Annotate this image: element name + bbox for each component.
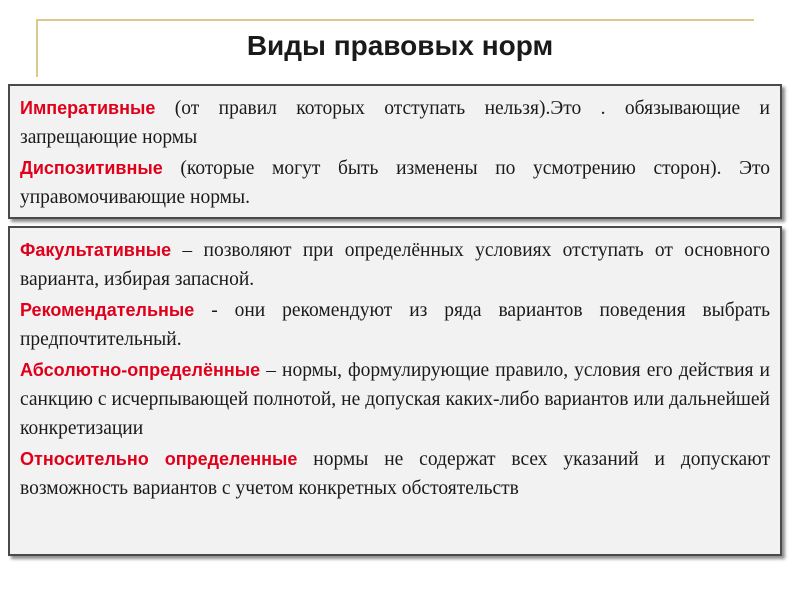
- slide-title: Виды правовых норм: [246, 30, 554, 61]
- text-dispositive: (которые могут быть изменены по усмотрению сторон). Это управомочивающие нормы.: [20, 158, 770, 208]
- text-recommendatory: - они рекомендуют из ряда вариантов поведения выбрать предпочтительный.: [20, 300, 770, 350]
- text-imperative: (от правил которых отступать нельзя).Это . обязывающие и запрещающие нормы: [20, 98, 770, 148]
- definition-absolutely-defined: [20, 356, 770, 443]
- term-dispositive: Диспозитивные: [20, 158, 163, 178]
- term-recommendatory: Рекомендательные: [20, 300, 195, 320]
- definition-recommendatory: [20, 296, 770, 354]
- norms-box-other-types: [8, 226, 782, 556]
- text-facultative: – позволяют при определённых условиях отступать от основного варианта, избирая запасной.: [20, 240, 770, 290]
- definition-dispositive: [20, 154, 770, 212]
- top-accent-line: [36, 19, 754, 21]
- definition-facultative: [20, 236, 770, 294]
- definition-relatively-defined: [20, 445, 770, 503]
- definition-imperative: [20, 94, 770, 152]
- term-absolutely-defined: Абсолютно-определённые: [20, 360, 261, 380]
- text-relatively-defined: нормы не содержат всех указаний и допускают возможность вариантов с учетом конкретных обстоятельств: [20, 449, 770, 499]
- text-absolutely-defined: – нормы, формулирующие правило, условия его действия и санкцию с исчерпывающей полнотой, не допуская каких-либо вариантов или дальнейшей конкретизации: [20, 360, 770, 439]
- term-facultative: Факультативные: [20, 240, 172, 260]
- norms-box-imperative-dispositive: [8, 84, 782, 219]
- term-imperative: Императивные: [20, 98, 156, 118]
- term-relatively-defined: Относительно определенные: [20, 449, 298, 469]
